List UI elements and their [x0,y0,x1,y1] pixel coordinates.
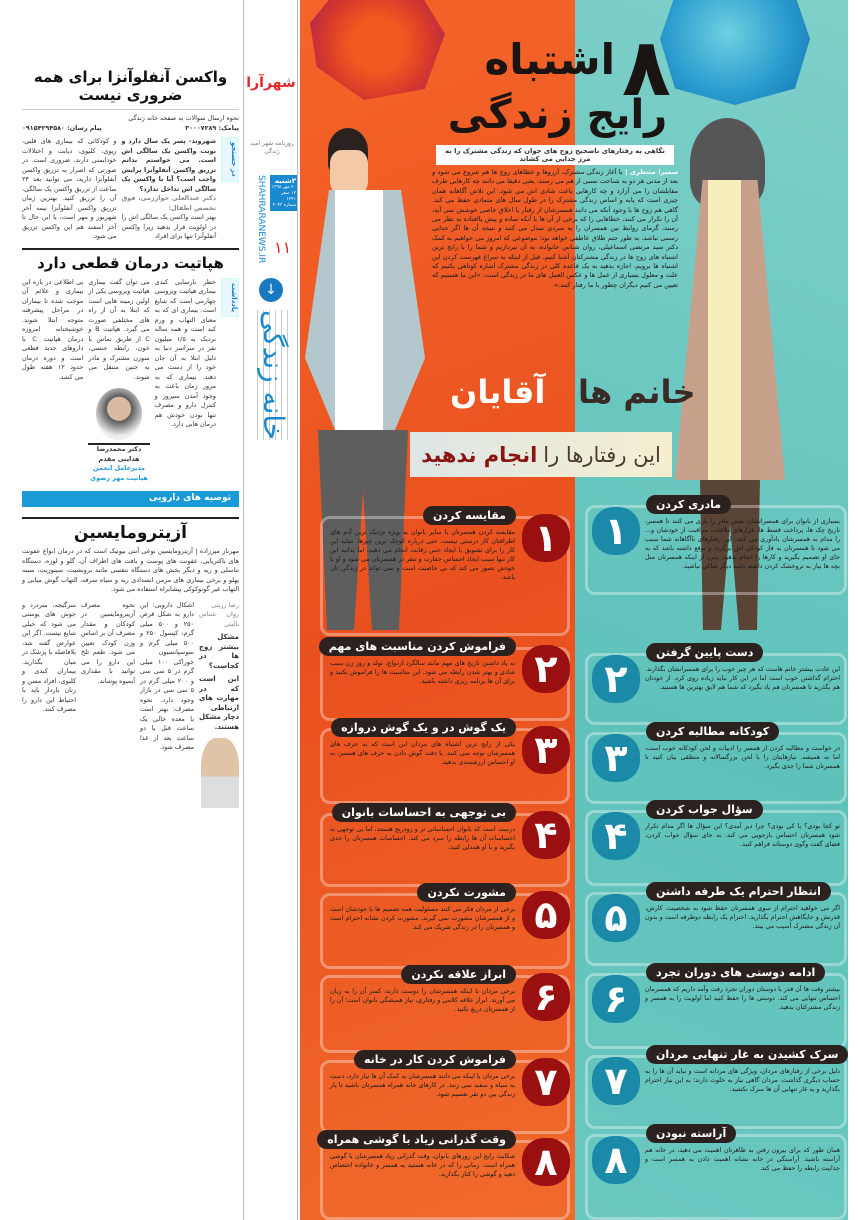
item-text: برخی مردان با اینکه می دانند همسرشان به کمک آن ها نیاز دارد، دست به سیاه و سفید نمی زنند. در کارهای خانه همراه همسرتان باشید تا بار زندگی بین دو نفر تقسیم شود. [330,1073,515,1098]
lead-text: با آغاز زندگی مشترک، آرزوها و خطاهای زوج ها هم شروع می شود و بعد از مدتی هر دو به شناخت نسبی از هم می رسند، یعنی دقیقا می دانند چه کارهایی طرف مقابلشان را می آزارد و چه کارهایی باعث شادی اش می شود. این تلاش آگاهانه همان چیزی است که پایه و اساس زندگی مشترک را در طول سال های متمادی حفظ می کند. گاهی هم زوج ها با وجود آنکه می دانند همسرشان از رفتار یا اخلاق خاصی خوشش نمی آید، آن را تکرار می کنند، خطاهایی را که برخی از آن ها با آنکه ساده و پیش پاافتاده به نظر می رسند، گرمای روابط بین همسران را به سردی مبدل می کنند و نتیجه آن ها اگر جدایی رسمی نباشد، به طور حتم طلاق عاطفی خواهد بود؛ موضوعی که امروز می خواهیم به کمک دکتر سید مرتضی اسماعیلی، روان شناس خانواده، به آن بپردازیم و شما را با رایج ترین اشتباه های زوج ها در زندگی مشترکتان آشنا کنیم. قبل از اینکه به سراغ فهرست کردن این اشتباه ها برویم، اجازه بدهید به یک قاعده کلی در زندگی مشترک اشاره کوتاهی بکنیم که علت و معلول بسیاری از عمل ها و عکس العمل های ما در زندگی است: «این ما هستیم که تعیین می کنیم دیگران چطور با ما رفتار کنند.» [432,168,678,289]
title-number: ۸ [622,21,671,114]
title-line-2: رایج زندگی [447,92,668,138]
psych-answer: این است که در مهارت های ارتباطی دچار مشکل هستند. [199,675,239,731]
date-solar: ۲۰ مهر ۱۳۹۸ [271,185,296,190]
men-label: آقایان [450,373,546,411]
item-title: آراسته نبودن [646,1124,736,1143]
item-title: فراموش کردن کار در خانه [354,1050,516,1069]
item-title: دست پایین گرفتن [646,643,763,662]
azithro-intro: مهرناز میرزاده | آزیترومایسین نوعی آنتی بیوتیک است که در درمان انواع عفونت های باکتریایی، عفونت های پوست و بافت های اطراف آن، گلو و لوزه، دستگاه تناسلی و ریه و دیگر بخش های دستگاه تنفسی مانند برونشیت، سینوزیت، سینه پهلو و برخی بیماری های مزمن انسدادی ریه و سیاه سرفه، التهاب گوش میانی و التهاب غیر گونوکوکی پیشابراه استفاده می شود. [22,547,239,593]
azithro-headline: آزیترومایسین [74,523,187,543]
sms-number: پیامک: ۳۰۰۰۷۲۸۹ [185,123,239,132]
section-tag: در جستجو [221,137,239,182]
title-line-1: اشتباه [484,35,615,84]
item-text: بسیاری از بانوان برای همسرانشان نقش مادر را بازی می کنند تا همسر، تاریخ چک ها، پرداخت قسط ها، قرارهای ملاقات، مراقبت از خودشان و... را مدام به همسرشان یادآوری می کنند. این رفتارهای ناآگاهانه شما سبب می شود تا همسرتان به فاز کودکی اش برگردد و توقع داشته باشد که به جای او تصمیم بگیرید و کارها را انجام بدهید. پس، از اینکه همسرتان مثل بچه ها نیاز به تروخشک کردن داشته باشد دیگر شاکی نباشید. [645,518,840,570]
note-tag: یادداشت [221,278,239,317]
answer-text-2: و کودکانی که بیماری های قلبی، ریوی، کلیوی، دیابت و اختلالات خودایمنی دارند، ضروری است. در صورتی که اصرار به تزریق واکسن آنفلوآنزا دارید، می توانید بعد ۲۴ ساعت از تزریق واکسن یک سالگی، آن را تزریق کنید. بهترین زمان تزریق واکسن آنفلوآنزا نیمه آخر شهریور و مهر است، با این حال تا آخر اسفند هم این واکسن تزریق می شود. [22,137,117,240]
item-text: اگر می خواهید احترام از سوی همسرتان حفظ شود به شخصیت، کارش، قدرتش و جایگاهش احترام بگذارید. احترام یک رابطه دوطرفه است و بدون آن زندگی مشترک آسیب می بیند. [645,905,840,930]
weekday: ۳شنبه [274,177,296,185]
date-box [270,175,297,211]
lead-paragraph [432,168,678,290]
date-lunar: ۱۲ صفر ۱۴۴۱ [281,191,296,202]
banner-prefix: این رفتارها را [543,442,661,467]
item-text: در خواست و مطالبه کردن از همسر را ادبیات و لحن کودکانه خوب است، اما نه همیشه. نیازهایتان را با لحن بزرگسالانه و منطقی بیان کنید تا همسرتان شما را جدی بگیرد. [645,745,840,770]
women-label: خانم ها [578,373,696,411]
item-text: بیشتر وقت ها آن قدر با دوستان دوران تجرد رفت وآمد داریم که همسرمان احساس تنهایی می کند. دوستی ها را حفظ کنید اما اولویت را به همسر و زندگی مشترکتان بدهید. [645,986,840,1011]
item-number-badge: ۴ [592,812,640,860]
man-face [330,150,368,195]
hepatitis-headline: هپاتیت درمان قطعی دارد [37,253,224,272]
item-text: یکی از رایج ترین اشتباه های مردان این است که به حرف های همسرشان توجه نمی کنند. با دقت گوش دادن به حرف های همسر، به او احساس ارزشمندی بدهید. [330,741,515,766]
item-number-badge: ۳ [592,734,640,782]
azithro-col-1: سرگیجه، سردرد و جوش های پوستی می شود که خیلی شایع نیست. اگر این عوارض گفته شد، بلافاصله با پزشک در میان بگذارید. بیماران کبدی و کلیوی، افراد مسن و زنان باردار باید با احتیاط این دارو را مصرف کنند. [22,600,76,713]
item-text: تو کجا بودی؟ با کی بودی؟ چرا دیر آمدی؟ این سؤال ها اگر مدام تکرار شود همسرتان احساس بازجویی می کند. به جای سؤال جواب کردن، فضای گفت وگوی دوستانه فراهم کنید. [645,823,840,848]
newspaper-logo: شهرآرا [246,75,296,91]
send-info: نحوه ارسال سوالات به صفحه خانه زندگی [128,114,239,122]
item-number-badge: ۶ [592,975,640,1023]
item-title: مادری کردن [646,495,731,514]
item-number-badge: ۸ [592,1136,640,1184]
author-name: دکتر محمدرضا هدایتی مقدم [96,445,142,463]
item-text: مقایسه کردن همسرتان با سایر بانوان به ویژه نزدیک ترین آدم های اطرافتان کار درستی نیست، حتی درباره کوچک ترین چیزها. شاید این کار را برای تشویق یا ایجاد حس رقابت انجام می دهید، اما بدانید این کار تنها سبب ایجاد احساس حقارت و تنفر در همسرتان می شود و او با خودش تصور می کند که بی خاصیت است و نمی تواند در زندگی تان باشد. [330,529,515,581]
psych-question: مشکل بیشتر زوج ها در کجاست؟ [199,633,239,670]
item-number-badge: ۷ [592,1057,640,1105]
psych-photo [201,738,239,808]
item-text: درست است که بانوان احساساتی تر و زودرنج هستند، اما بی توجهی به احساسات آن ها رابطه را سرد می کند. احساسات همسرتان را جدی بگیرید و با او همدلی کنید. [330,826,515,851]
lead-byline: سمیرا منتظری | [625,168,678,176]
item-text: همان طور که برای بیرون رفتن به ظاهرتان اهمیت می دهید، در خانه هم آراسته باشید. آراستگی در خانه نشانه اهمیت دادن به همسر است و جذابیت رابطه را حفظ می کند. [645,1147,840,1172]
item-title: سرک کشیدن به غار تنهایی مردان [646,1045,848,1064]
item-text: این عادت بیشتر خانم هاست که هر چیز خوب را برای همسرانشان بگذارند. احترام گذاشتن خوب است اما در این کار نباید زیاده روی کرد. از خودتان هم بگذرید تا همسرتان هم یاد بگیرد که شما هم لایق بهترین ها هستید. [645,666,840,691]
item-text: دلیل برخی از رفتارهای مردان، ویژگی های مردانه است و نباید آن ها را به حساب دیگری گذاشت. مردان گاهی نیاز به خلوت دارند؛ به این نیاز احترام بگذارید و به غار تنهایی آن ها سرک نکشید. [645,1068,840,1093]
azithro-col-2: اشکال دارویی: این دارو به شکل قرص ۲۵۰ و ۵۰۰ میلی گرم، کپسول ۲۵۰ و ۵۰۰ میلی گرم و سوسپانسیون خوراکی ۱۰۰ میلی گرم در ۵ سی سی و ۲۰۰ میلی گرم در ۵ سی سی در بازار وجود دارد. نحوه مصرف: بهتر است با معده خالی یک ساعت قبل یا دو ساعت بعد از غذا مصرف شود. [140,600,194,751]
vaccine-headline: واکسن آنفلوآنزا برای همه ضروری نیست [22,68,239,110]
item-text: برخی مردان با اینکه همسرشان را دوست دارند، کمتر آن را به زبان می آورند. ابراز علاقه کلامی و رفتاری، نیاز همیشگی بانوان است؛ آن را از همسرتان دریغ نکنید. [330,988,515,1013]
website-url[interactable]: SHAHRARANEWS.IR [256,175,266,264]
item-title: ابراز علاقه نکردن [401,965,516,984]
hepatitis-text-col3: بی اطلاعی در باره این بیماری و علائم آن موجب شده تا بیماران در مراحل پیشرفته متوجه ابتلا شوند. خوشبختانه امروزه درمان هپاتیت C با داروهای جدید قطعی است و دوره درمان حدود ۱۲ هفته طول می کشد. [22,277,84,381]
divider [22,517,239,519]
item-title: بی توجهی به احساسات بانوان [332,803,516,822]
hepatitis-text-col1: خطر نارسایی کبدی بیماری هپاتیت ویروسی چهارمی است که شایع است. بیماری ای که به معنای التهاب و ورم کبد است و همه ساله نزدیک به ۱/۵ میلیون نفر در سراسر دنیا به دلیل ابتلا به آن جان خود را از دست می دهند. بیماری که به مرور زمان باعث به وجود آمدن سیروز و کنترل دارو و مصرف تنها بودن خودش هم درمان هایی دارد. [154,277,216,428]
item-number-badge: ۲ [522,645,570,693]
issue-number: شماره ۳۰۴۳ [272,203,296,208]
item-number-badge: ۵ [522,891,570,939]
infographic [300,0,858,1220]
divider [22,248,239,250]
item-number-badge: ۱ [522,514,570,562]
question-text: شهروند- پسر یک سال دارد و نوبت واکسن یک سالگی اش است. می خواستم بدانم تزریق واکسن آنفلوآنزا برایش واجب است؟ آیا با واکسن یک سالگی اش تداخل ندارد؟ [121,137,216,193]
psych-role: روان شناس بالینی [199,610,239,628]
masthead-strip [243,0,298,1220]
item-number-badge: ۵ [592,894,640,942]
item-title: فراموش کردن مناسبت های مهم [319,637,516,656]
newspaper-subtitle: روزنامه شهر امید زندگی [250,140,294,155]
banner-emphasis: انجام ندهید [421,442,538,467]
item-number-badge: ۲ [592,655,640,703]
item-title: سؤال جواب کردن [646,800,763,819]
item-title: ادامه دوستی های دوران تجرد [646,963,825,982]
subtitle: نگاهی به رفتارهای ناصحیح زوج های جوان که زندگی مشترک را به مرز جدایی می کشاند [436,145,674,165]
item-title: انتظار احترام یک طرفه داشتن [646,882,831,901]
item-title: یک گوش در و یک گوش دروازه [331,718,516,737]
author-photo [96,388,142,440]
item-number-badge: ۴ [522,811,570,859]
item-text: شکایت رایج این روزهای بانوان، وقت گذرانی زیاد همسرشان با گوشی همراه است. زمانی را که در خانه هستید به همسر و خانواده اختصاص دهید و گوشی را کنار بگذارید. [330,1153,515,1178]
item-text: به یاد داشتن تاریخ های مهم مانند سالگرد ازدواج، تولد و روز زن سبب شادی و بهتر شدن رابطه می شود. این مناسبت ها را فراموش نکنید و برای آن ها برنامه ریزی داشته باشید. [330,660,515,685]
page-number: ۱۱ [274,238,292,257]
left-columns [0,0,243,1220]
dont-do-banner [410,432,672,477]
blue-crystal-illustration [660,0,810,105]
item-text: برخی از مردان فکر می کنند مسئولیت همه تصمیم ها با خودشان است و از همسرشان مشورت نمی گیرند. مشورت کردن نشانه احترام است و همسرتان را در زندگی شریک می کند. [330,906,515,931]
item-number-badge: ۶ [522,973,570,1021]
item-number-badge: ۸ [522,1138,570,1186]
item-title: مقایسه کردن [423,506,516,525]
azithro-col-3: نحوه مصرف آزیترومایسین در کودکان و مقدار مصرف آن بر اساس وزن کودک تعیین می شود. طعم تلخ این دارو را می توانید با مقداری آبمیوه پوشاند. [81,600,135,685]
item-number-badge: ۷ [522,1058,570,1106]
section-name: خانه زندگی [252,310,290,440]
psych-name: رضا زرینی [211,600,239,609]
pharma-section-bar: توصیه های دارویی [22,491,239,507]
author-role: مدیرعامل انجمن هپاتیت مهر رضوی [90,464,148,482]
item-title: مشورت نکردن [417,883,516,902]
item-title: وقت گذرانی زیاد با گوشی همراه [317,1130,516,1149]
item-title: کودکانه مطالبه کردن [646,722,779,741]
hepatitis-text-col2: می توان گفت بیماری هپاتیت ویروسی یکی از اولین زمینه هایی است که ابتلا به آن از راه های مختلفی صورت می گیرد. هپاتیت B و C از طریق تماس با خون، رابطه جنسی، سوزن مشترک و مادر به جنین منتقل می شوند. [88,277,150,381]
item-number-badge: ۳ [522,726,570,774]
arrow-down-circle-icon: ↓ [259,278,283,302]
answer-author: دکتر عبدالعلی خوارزمی، فوق تخصص اطفال: [121,194,216,212]
messenger-number: پیام رسان: ۰۹۱۵۴۲۹۴۵۸۰ [22,123,102,132]
answer-text-1: بهتر است واکسن یک سالگی اش را در اولویت قرار بدهید زیرا واکسن آنفلوآنزا تنها برای افراد [121,213,216,240]
item-number-badge: ۱ [592,507,640,555]
